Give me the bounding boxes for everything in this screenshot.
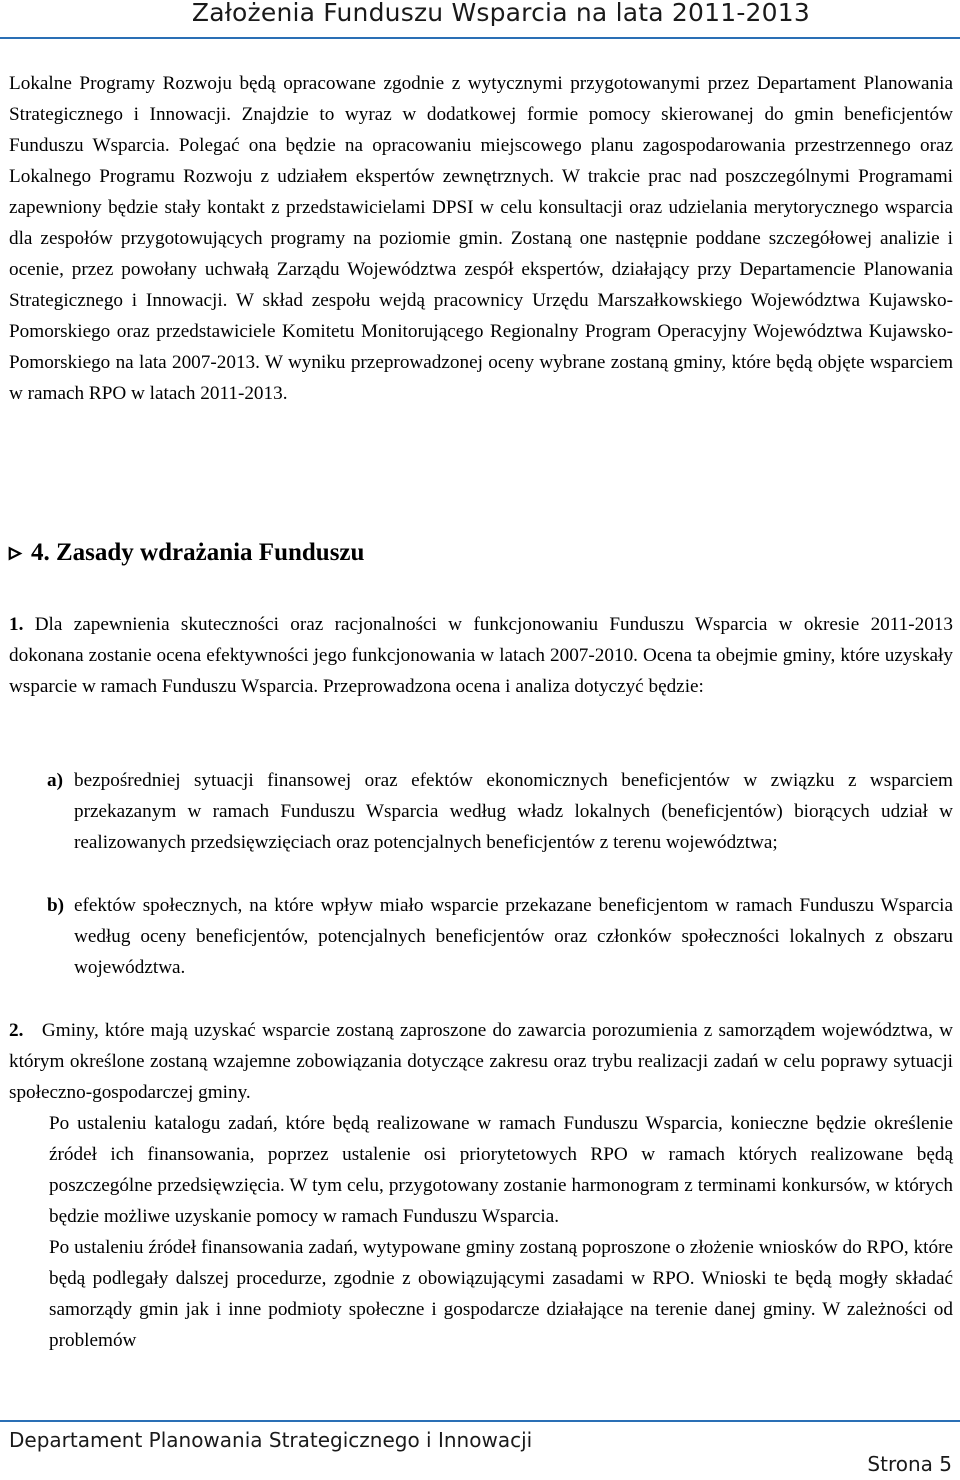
list-item-b-text: efektów społecznych, na które wpływ miało wsparcie przekazane beneficjentom w ramach Funduszu Wsparcia według oceny beneficjentów, potencjalnych beneficjentów oraz członków społeczności lokalnych z obszaru województwa. [74,895,953,978]
list-item-a-text: bezpośredniej sytuacji finansowej oraz efektów ekonomicznych beneficjentów w związku z wsparciem przekazanym w ramach Funduszu Wsparcia według władz lokalnych (beneficjentów) biorących udział w realizowanych przedsięwzięciach oraz potencjalnych beneficjentów z terenu województwa; [74,770,953,853]
point-2-paragraph-1 [9,1015,953,1108]
point-1 [9,609,953,702]
point-2-paragraph-3: Po ustaleniu źródeł finansowania zadań, wytypowane gminy zostaną poproszone o złożenie wniosków do RPO, które będą podlegały dalszej procedurze, zgodnie z obowiązującymi zasadami w RPO. Wnioski te będą mogły składać samorządy gmin jak i inne podmioty społeczne i gospodarcze działające na terenie danej gminy. W zależności od problemów [49,1237,953,1351]
page-number: Strona 5 [867,1452,952,1476]
point-2-text-1: Gminy, które mają uzyskać wsparcie zostaną zaproszone do zawarcia porozumienia z samorządem województwa, w którym określone zostaną wzajemne zobowiązania dotyczące zakresu oraz trybu realizacji zadań w celu poprawy sytuacji społeczno-gospodarczej gminy. [9,1020,953,1103]
section-bullet-icon: ▹ [9,539,22,566]
list-item-a [47,765,953,858]
point-1-text: Dla zapewnienia skuteczności oraz racjonalności w funkcjonowaniu Funduszu Wsparcia w okresie 2011-2013 dokonana zostanie ocena efektywności jego funkcjonowania w latach 2007-2010. Ocena ta obejmie gminy, które uzyskały wsparcie w ramach Funduszu Wsparcia. Przeprowadzona ocena i analiza dotyczyć będzie: [9,614,953,697]
point-1-paragraph [9,609,953,702]
section-title: 4. Zasady wdrażania Funduszu [31,539,365,566]
point-2-paragraph-2: Po ustaleniu katalogu zadań, które będą realizowane w ramach Funduszu Wsparcia, konieczne będzie określenie źródeł ich finansowania, poprzez ustalenie osi priorytetowych RPO w ramach których realizowane będą poszczególne przedsięwzięcia. W tym celu, przygotowany zostanie harmonogram z terminami konkursów, w których będzie możliwe uzyskanie pomocy w ramach Funduszu Wsparcia. [49,1113,953,1227]
list-item-b [47,890,953,983]
point-2 [9,1015,953,1356]
point-2-number: 2. [9,1020,24,1041]
page-header [0,0,960,36]
header-divider [0,37,960,39]
intro-paragraph: Lokalne Programy Rozwoju będą opracowane zgodnie z wytycznymi przygotowanymi przez Departament Planowania Strategicznego i Innowacji. Znajdzie to wyraz w dodatkowej formie pomocy skierowanej do gmin beneficjentów Funduszu Wsparcia. Polegać ona będzie na opracowaniu miejscowego planu zagospodarowania przestrzennego oraz Lokalnego Programu Rozwoju z udziałem ekspertów zewnętrznych. W trakcie prac nad poszczególnymi Programami zapewniony będzie stały kontakt z przedstawicielami DPSI w celu konsultacji oraz udzielania merytorycznego wsparcia dla zespołów przygotowujących programy na poziomie gmin. Zostaną one następnie poddane szczegółowej analizie i ocenie, przez powołany uchwałą Zarządu Województwa zespół ekspertów, działający przy Departamencie Planowania Strategicznego i Innowacji. W skład zespołu wejdą pracownicy Urzędu Marszałkowskiego Województwa Kujawsko-Pomorskiego oraz przedstawiciele Komitetu Monitorującego Regionalny Program Operacyjny Województwa Kujawsko-Pomorskiego na lata 2007-2013. W wyniku przeprowadzonej oceny wybrane zostaną gminy, które będą objęte wsparciem w ramach RPO w latach 2011-2013. [9,73,953,404]
footer-department: Departament Planowania Strategicznego i Innowacji [9,1428,533,1452]
section-heading [9,535,364,571]
list-item-a-label: a) [47,770,63,791]
footer-divider [0,1420,960,1422]
list-item-b-label: b) [47,895,65,916]
intro-section [9,68,953,409]
point-1-number: 1. [9,614,24,635]
document-title: Założenia Funduszu Wsparcia na lata 2011-2013 [191,0,810,27]
